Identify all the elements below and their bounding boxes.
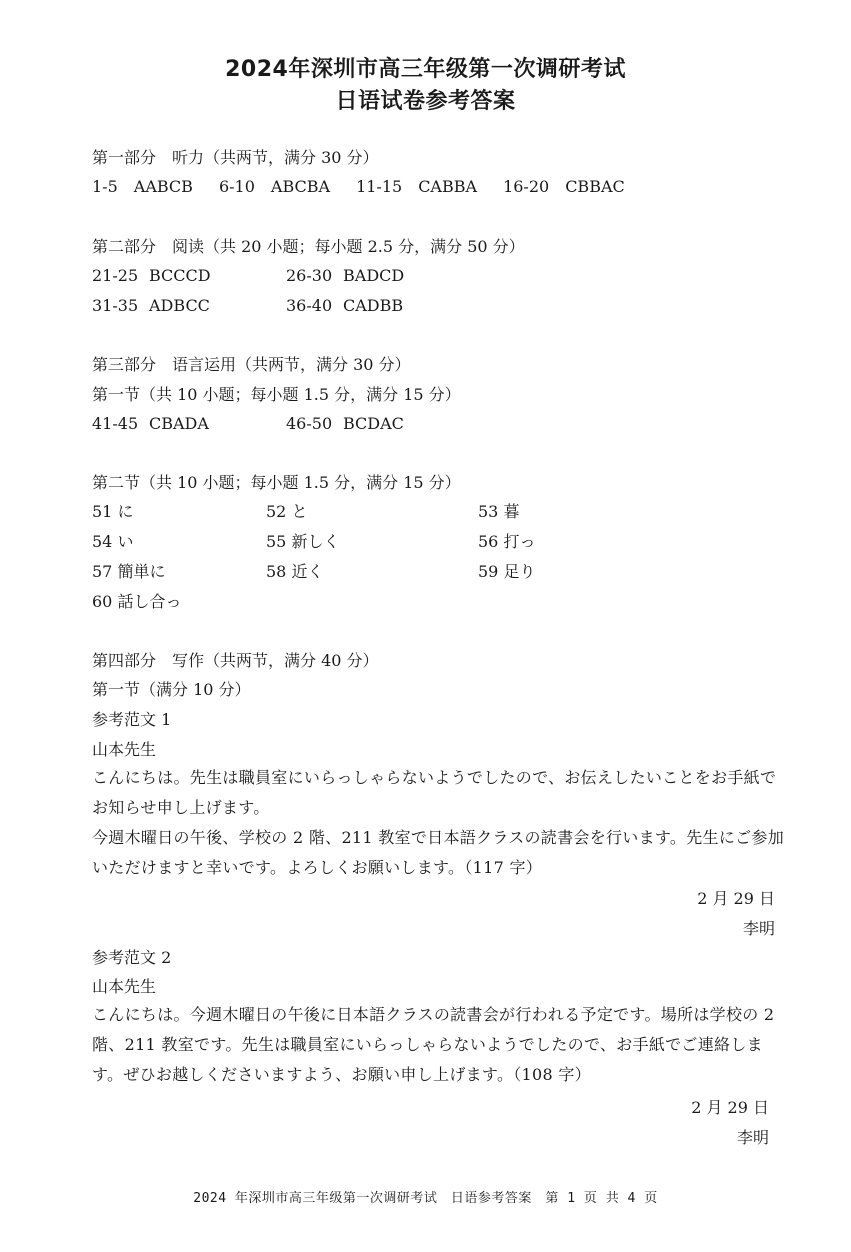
fill-in-answer: 60 話し合っ — [92, 592, 182, 611]
part1-heading: 第一部分 听力（共两节，满分 30 分） — [92, 148, 379, 167]
part3-answer-key: BCDAC — [343, 414, 404, 433]
sample2-paragraph1: こんにちは。今週木曜日の午後に日本語クラスの読書会が行われる予定です。場所は学校の 2 階、211 教室です。先生は職員室にいらっしゃらないようでしたので、お手紙でご連絡します。ぜひお越しくださいますよう、お願い申し上げます。（108 字） — [92, 1005, 775, 1084]
part2-answer-range: 31-35 — [92, 296, 139, 315]
sample1-paragraph1: こんにちは。先生は職員室にいらっしゃらないようでしたので、お伝えしたいことをお手紙でお知らせ申し上げます。 — [92, 768, 777, 817]
sample1-date: 2 月 29 日 — [697, 889, 775, 908]
answer-range: 11-15 — [356, 177, 403, 196]
fill-in-answer: 51 に — [92, 502, 134, 521]
sample1-sender: 李明 — [742, 919, 775, 938]
answer-range: 6-10 — [218, 177, 255, 196]
fill-in-answer: 56 打っ — [478, 532, 536, 551]
part3-answer-range: 41-45 — [92, 414, 139, 433]
part3-answer-key: CBADA — [149, 414, 209, 433]
part2-answer-key: ADBCC — [149, 296, 210, 315]
page-footer: 2024 年深圳市高三年级第一次调研考试 日语参考答案 第 1 页 共 4 页 — [193, 1191, 658, 1206]
sample2-recipient: 山本先生 — [92, 977, 157, 996]
sample1-label: 参考范文 1 — [92, 710, 172, 729]
page-title: 2024年深圳市高三年级第一次调研考试 — [225, 57, 626, 82]
fill-in-answer: 59 足り — [478, 562, 536, 581]
answer-key: AABCB — [133, 177, 193, 196]
answer-range: 1-5 — [92, 177, 118, 196]
part3-answer-range: 46-50 — [286, 414, 333, 433]
part3-section2-heading: 第二节（共 10 小题；每小题 1.5 分，满分 15 分） — [92, 473, 461, 492]
page-subtitle: 日语试卷参考答案 — [335, 89, 516, 114]
part1-answer-row — [92, 177, 625, 197]
part3-section1-heading: 第一节（共 10 小题；每小题 1.5 分，满分 15 分） — [92, 385, 461, 404]
part2-heading: 第二部分 阅读（共 20 小题；每小题 2.5 分，满分 50 分） — [92, 237, 525, 256]
answer-key: ABCBA — [270, 177, 331, 196]
part2-answer-range: 21-25 — [92, 266, 139, 285]
part3-heading: 第三部分 语言运用（共两节，满分 30 分） — [92, 355, 411, 374]
part2-answer-range: 36-40 — [286, 296, 333, 315]
part2-answer-key: BADCD — [343, 266, 405, 285]
fill-in-answer: 52 と — [266, 502, 308, 521]
sample2-label: 参考范文 2 — [92, 948, 172, 967]
sample1-paragraph2: 今週木曜日の午後、学校の 2 階、211 教室で日本語クラスの読書会を行います。先生にご参加いただけますと幸いです。よろしくお願いします。（117 字） — [92, 828, 785, 877]
answer-range: 16-20 — [503, 177, 550, 196]
answer-key: CBBAC — [565, 177, 625, 196]
fill-in-answer: 53 暮 — [478, 502, 520, 521]
part2-answer-range: 26-30 — [286, 266, 333, 285]
answer-key: CABBA — [418, 177, 478, 196]
part4-heading: 第四部分 写作（共两节，满分 40 分） — [92, 651, 379, 670]
sample2-date: 2 月 29 日 — [691, 1098, 769, 1117]
part2-answer-key: CADBB — [343, 296, 404, 315]
fill-in-answer: 55 新しく — [266, 532, 340, 551]
fill-in-answer: 57 簡単に — [92, 562, 166, 581]
sample2-sender: 李明 — [736, 1128, 769, 1147]
part4-section1-heading: 第一节（满分 10 分） — [92, 680, 251, 699]
fill-in-answer: 54 い — [92, 532, 134, 551]
sample1-recipient: 山本先生 — [92, 740, 157, 759]
part2-answer-key: BCCCD — [149, 266, 211, 285]
fill-in-answer: 58 近く — [266, 562, 324, 581]
